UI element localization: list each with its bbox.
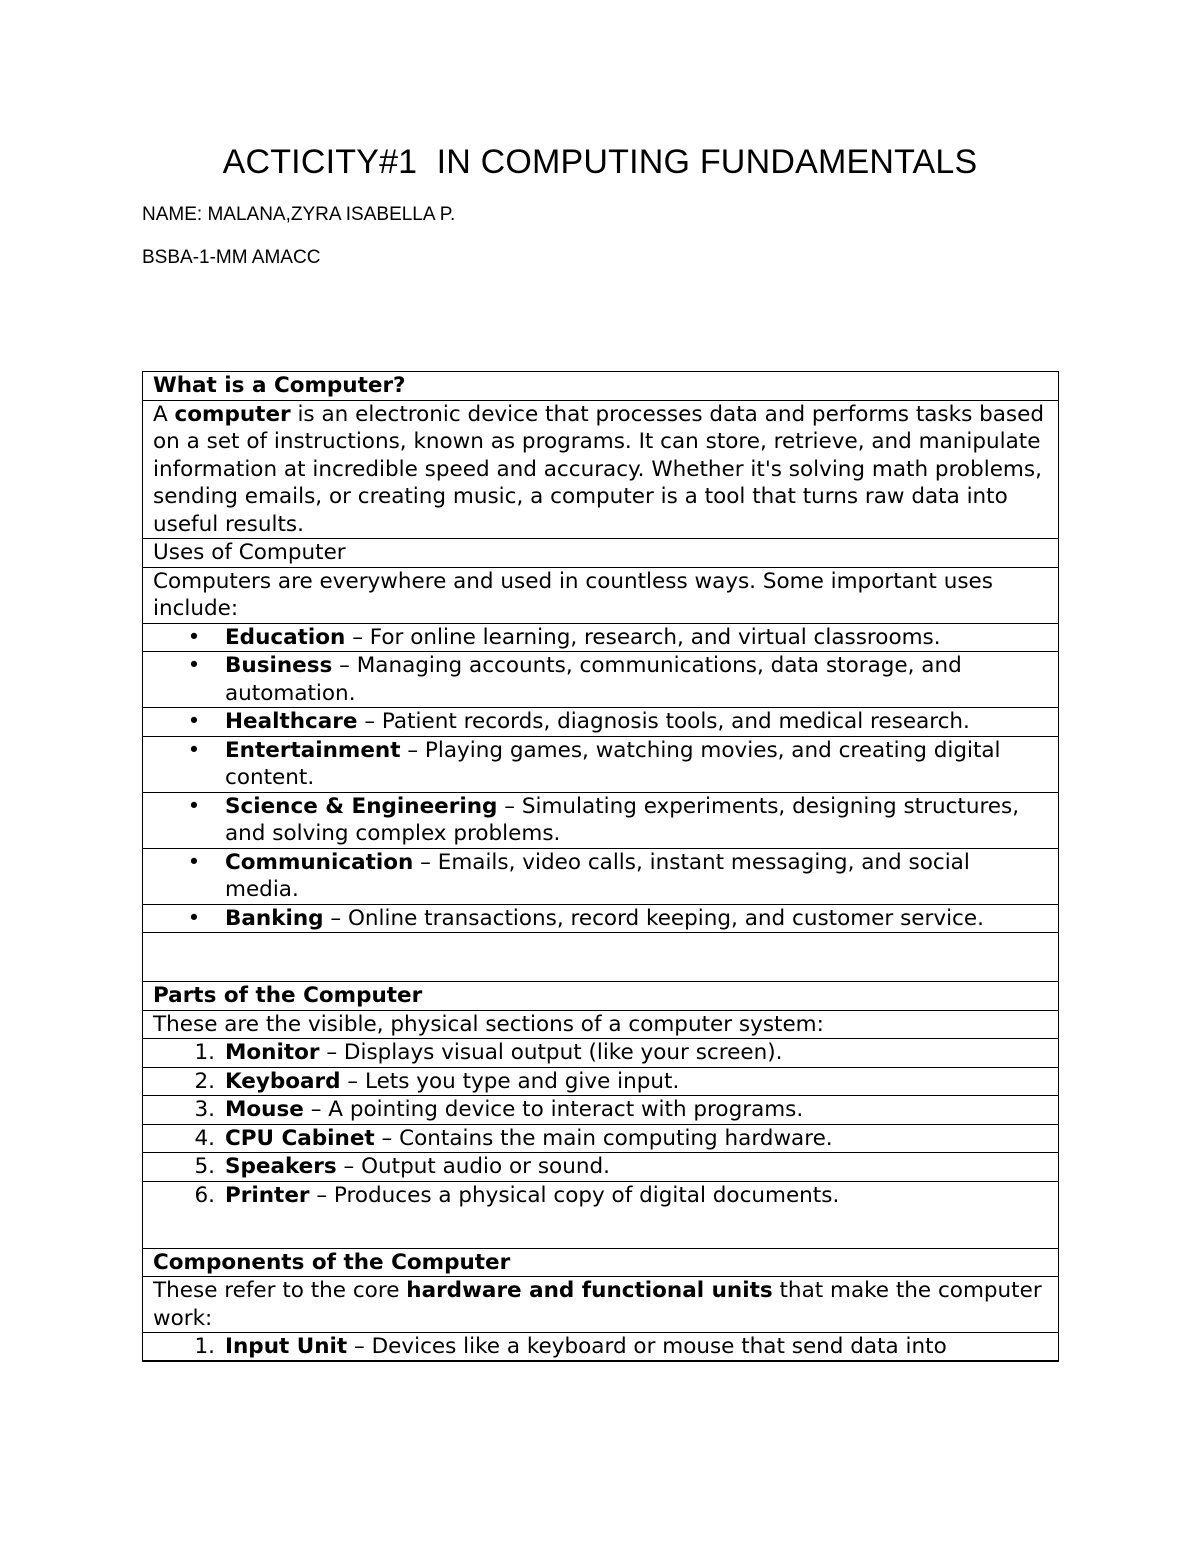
table-row bbox=[143, 1153, 1059, 1182]
list-item bbox=[143, 1039, 1059, 1068]
table-row bbox=[143, 848, 1059, 904]
list-item bbox=[143, 1096, 1059, 1125]
student-course: BSBA-1-MM AMACC bbox=[142, 247, 321, 268]
list-item bbox=[143, 1181, 1059, 1248]
list-item bbox=[143, 1153, 1059, 1182]
definition-term: computer bbox=[174, 401, 291, 427]
table-row bbox=[143, 372, 1059, 401]
list-item bbox=[143, 1124, 1059, 1153]
table-row bbox=[143, 1124, 1059, 1153]
item-number: 1. bbox=[194, 1334, 215, 1359]
item-desc: – Output audio or sound. bbox=[336, 1154, 610, 1179]
item-desc: – Contains the main computing hardware. bbox=[374, 1125, 833, 1151]
definition-start: A bbox=[153, 401, 175, 427]
intro-bold: hardware and functional units bbox=[406, 1278, 773, 1303]
bullet-icon: • bbox=[187, 624, 201, 650]
item-desc: – Lets you type and give input. bbox=[340, 1068, 680, 1094]
heading-text: Uses of Computer bbox=[153, 540, 346, 565]
item-desc: – Playing games, watching movies, and creating digital content. bbox=[225, 737, 1001, 790]
item-desc: – Emails, video calls, instant messaging, and social media. bbox=[225, 849, 970, 902]
item-term: Healthcare bbox=[225, 709, 358, 734]
table-row bbox=[143, 1248, 1059, 1277]
item-desc: – Displays visual output (like your screen). bbox=[319, 1040, 783, 1065]
item-desc: – For online learning, research, and virtual classrooms. bbox=[345, 624, 941, 650]
parts-intro bbox=[143, 1010, 1059, 1039]
table-row bbox=[143, 539, 1059, 568]
definition-rest: is an electronic device that processes data and performs tasks based on a set of instructions, known as programs. It can store, retrieve, and manipulate information at incredible speed and accuracy. Whether it's solving math problems, sending emails, or creating music, a computer is a tool that turns raw data into useful results. bbox=[153, 401, 1051, 537]
table-row bbox=[143, 1096, 1059, 1125]
item-term: Mouse bbox=[225, 1097, 304, 1122]
components-intro bbox=[143, 1277, 1059, 1333]
table-row bbox=[143, 1277, 1059, 1333]
list-item bbox=[143, 736, 1059, 792]
heading-text: Parts of the Computer bbox=[153, 983, 423, 1008]
list-item bbox=[143, 708, 1059, 737]
item-number: 3. bbox=[194, 1097, 215, 1122]
bullet-icon: • bbox=[187, 709, 201, 734]
item-desc: – Online transactions, record keeping, and customer service. bbox=[323, 905, 984, 931]
table-row bbox=[143, 400, 1059, 539]
section-heading-components bbox=[143, 1248, 1059, 1277]
table-row bbox=[143, 1067, 1059, 1096]
item-term: CPU Cabinet bbox=[225, 1125, 375, 1151]
item-desc: – Managing accounts, communications, data storage, and automation. bbox=[225, 653, 962, 706]
item-number: 6. bbox=[194, 1182, 215, 1208]
empty-cell bbox=[143, 933, 1059, 982]
table-row bbox=[143, 623, 1059, 652]
list-item bbox=[143, 1333, 1059, 1362]
student-name: NAME: MALANA,ZYRA ISABELLA P. bbox=[142, 204, 456, 225]
bullet-icon: • bbox=[187, 737, 201, 763]
table-row bbox=[143, 567, 1059, 623]
table-row-empty bbox=[143, 933, 1059, 982]
table-row bbox=[143, 982, 1059, 1011]
item-desc: – Devices like a keyboard or mouse that send data into bbox=[347, 1334, 947, 1359]
item-desc: – A pointing device to interact with programs. bbox=[303, 1097, 804, 1122]
item-term: Speakers bbox=[225, 1154, 337, 1179]
item-term: Keyboard bbox=[225, 1068, 341, 1094]
item-term: Monitor bbox=[225, 1040, 320, 1065]
list-item bbox=[143, 623, 1059, 652]
list-item bbox=[143, 848, 1059, 904]
section-heading-parts bbox=[143, 982, 1059, 1011]
table-row bbox=[143, 1181, 1059, 1248]
list-item bbox=[143, 792, 1059, 848]
table-row bbox=[143, 736, 1059, 792]
heading-text: Components of the Computer bbox=[153, 1249, 511, 1275]
bullet-icon: • bbox=[187, 653, 201, 678]
intro-text: These are the visible, physical sections of a computer system: bbox=[153, 1011, 824, 1037]
heading-text: What is a Computer? bbox=[153, 373, 406, 398]
table-row bbox=[143, 1333, 1059, 1362]
bullet-icon: • bbox=[187, 905, 201, 931]
list-item bbox=[143, 904, 1059, 933]
item-desc: – Simulating experiments, designing structures, and solving complex problems. bbox=[225, 793, 1020, 846]
item-term: Communication bbox=[225, 849, 414, 875]
item-term: Business bbox=[225, 653, 333, 678]
section-heading-uses bbox=[143, 539, 1059, 568]
item-term: Science & Engineering bbox=[225, 793, 498, 819]
item-number: 5. bbox=[194, 1154, 215, 1179]
table-row bbox=[143, 1010, 1059, 1039]
item-term: Education bbox=[225, 624, 346, 650]
item-term: Entertainment bbox=[225, 737, 401, 763]
bullet-icon: • bbox=[187, 849, 201, 875]
item-number: 1. bbox=[194, 1040, 215, 1065]
item-term: Banking bbox=[225, 905, 324, 931]
intro-start: These refer to the core bbox=[153, 1278, 407, 1303]
table-row bbox=[143, 904, 1059, 933]
definition-paragraph bbox=[143, 400, 1059, 539]
list-item bbox=[143, 1067, 1059, 1096]
item-desc: – Patient records, diagnosis tools, and medical research. bbox=[357, 709, 970, 734]
section-heading-what-is bbox=[143, 372, 1059, 401]
table-row bbox=[143, 652, 1059, 708]
item-number: 2. bbox=[194, 1068, 215, 1094]
item-term: Input Unit bbox=[225, 1334, 348, 1359]
table-row bbox=[143, 708, 1059, 737]
item-number: 4. bbox=[194, 1125, 215, 1151]
content-table bbox=[142, 371, 1059, 1362]
item-term: Printer bbox=[225, 1182, 310, 1208]
intro-rest: that make the computer work: bbox=[153, 1278, 1049, 1331]
table-row bbox=[143, 1039, 1059, 1068]
table-row bbox=[143, 792, 1059, 848]
bullet-icon: • bbox=[187, 793, 201, 819]
uses-intro bbox=[143, 567, 1059, 623]
document-title: ACTICITY#1 IN COMPUTING FUNDAMENTALS bbox=[222, 143, 978, 181]
item-desc: – Produces a physical copy of digital documents. bbox=[309, 1182, 840, 1208]
list-item bbox=[143, 652, 1059, 708]
intro-text: Computers are everywhere and used in countless ways. Some important uses include: bbox=[153, 568, 993, 621]
